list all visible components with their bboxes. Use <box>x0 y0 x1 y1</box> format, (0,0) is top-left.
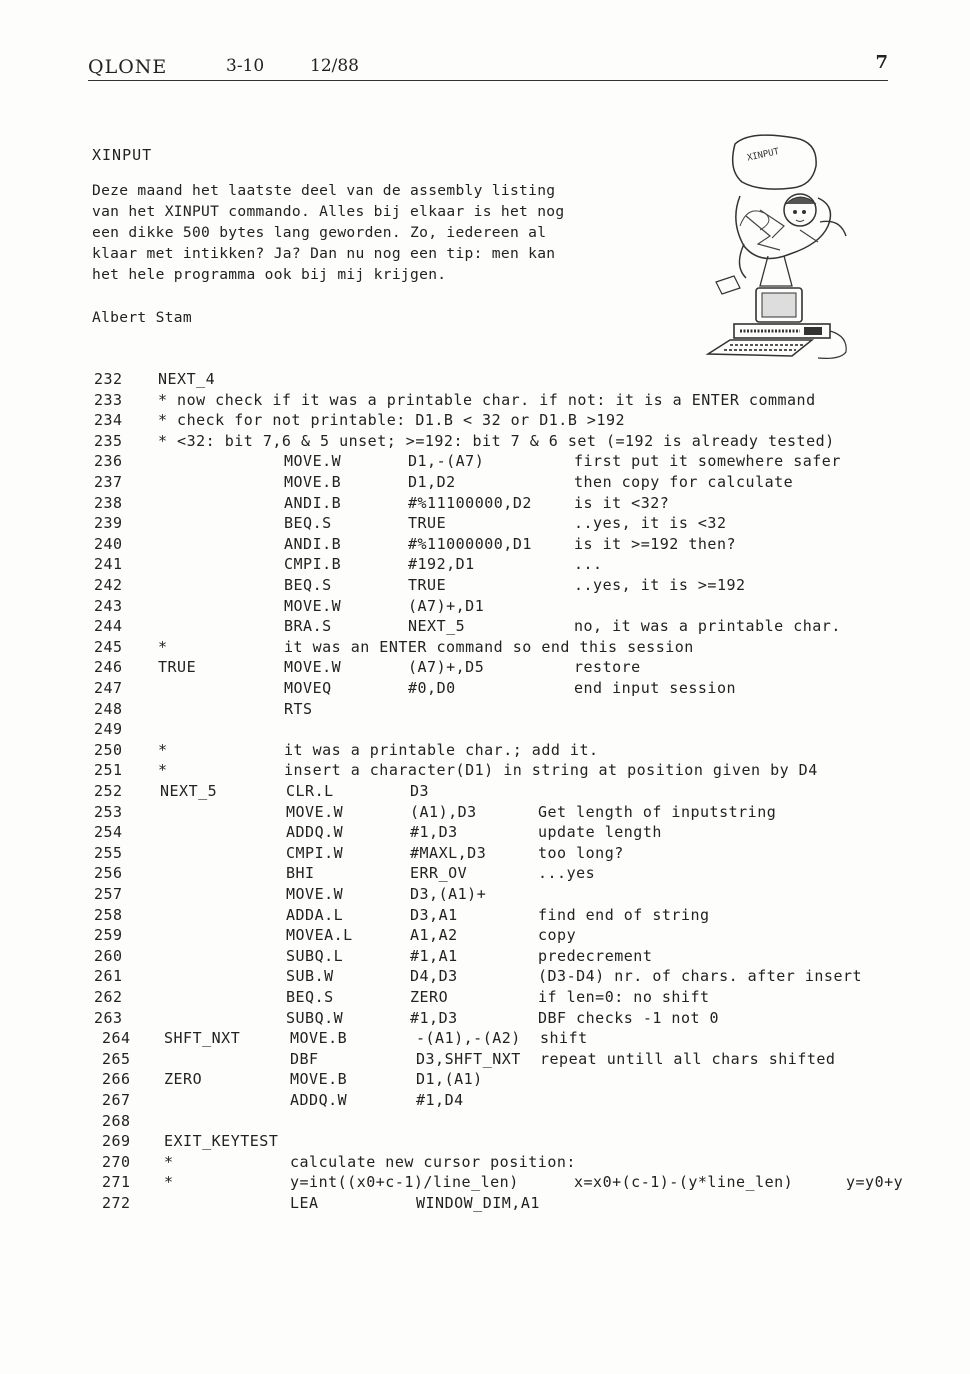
comment-text: it was a printable char.; add it. <box>284 740 599 759</box>
opcode: ADDA.L <box>286 905 344 924</box>
code-label: TRUE <box>158 658 197 677</box>
line-number: 252 <box>94 782 123 800</box>
opcode: CMPI.B <box>284 555 342 574</box>
line-number: 233 <box>94 390 123 409</box>
opcode: SUBQ.L <box>286 946 344 965</box>
opcode: LEA <box>290 1194 319 1212</box>
line-number: 261 <box>94 967 123 986</box>
line-number: 235 <box>94 431 123 450</box>
operand: (A7)+,D1 <box>408 596 485 615</box>
article-title: XINPUT <box>92 146 153 164</box>
operand: TRUE <box>408 514 447 533</box>
code-comment: end input session <box>574 679 737 697</box>
operand: #1,D3 <box>410 823 458 842</box>
operand: #MAXL,D3 <box>410 843 487 862</box>
line-number: 243 <box>94 596 123 615</box>
opcode: BRA.S <box>284 617 332 636</box>
line-number: 272 <box>102 1194 131 1212</box>
comment-line: * now check if it was a printable char. if not: it is a ENTER command <box>158 390 816 409</box>
operand: #1,D3 <box>410 1008 458 1027</box>
opcode: DBF <box>290 1049 319 1068</box>
intro-line: een dikke 500 bytes lang geworden. Zo, iedereen al <box>92 224 547 241</box>
code-comment: restore <box>574 658 641 677</box>
cartoon-illustration <box>700 126 860 362</box>
line-number: 262 <box>94 988 123 1006</box>
line-number: 240 <box>94 534 123 553</box>
operand: #192,D1 <box>408 555 475 574</box>
line-number: 260 <box>94 946 123 965</box>
code-comment: DBF checks -1 not 0 <box>538 1008 720 1027</box>
opcode: MOVE.W <box>284 596 342 615</box>
operand: #1,A1 <box>410 946 458 965</box>
comment-text: it was an ENTER command so end this session <box>284 637 694 656</box>
magazine-title: QLONE <box>88 56 168 78</box>
opcode: CMPI.W <box>286 843 344 862</box>
line-number: 269 <box>102 1132 131 1151</box>
code-comment: ..yes, it is <32 <box>574 514 727 533</box>
line-number: 270 <box>102 1152 131 1171</box>
line-number: 244 <box>94 617 123 636</box>
intro-paragraph <box>92 180 652 285</box>
line-number: 239 <box>94 514 123 533</box>
code-comment: update length <box>538 823 662 842</box>
opcode: MOVE.B <box>290 1070 348 1089</box>
line-number: 271 <box>102 1173 131 1192</box>
operand: (A7)+,D5 <box>408 658 485 677</box>
code-comment: ..yes, it is >=192 <box>574 576 746 594</box>
operand: #%11100000,D2 <box>408 493 532 512</box>
operand: WINDOW_DIM,A1 <box>416 1194 540 1212</box>
code-label: ZERO <box>164 1070 203 1089</box>
opcode: ADDQ.W <box>286 823 344 842</box>
line-number: 250 <box>94 740 123 759</box>
opcode: SUBQ.W <box>286 1008 344 1027</box>
operand: D4,D3 <box>410 967 458 986</box>
code-comment: too long? <box>538 843 624 862</box>
operand: D1,(A1) <box>416 1070 483 1089</box>
code-label: EXIT_KEYTEST <box>164 1132 279 1151</box>
operand: D1,D2 <box>408 473 456 491</box>
line-number: 256 <box>94 864 123 883</box>
operand: x=x0+(c-1)-(y*line_len) <box>574 1173 794 1192</box>
comment-text: calculate new cursor position: <box>290 1152 576 1171</box>
code-comment: no, it was a printable char. <box>574 617 841 636</box>
line-number: 267 <box>102 1091 131 1109</box>
line-number: 268 <box>102 1111 131 1130</box>
code-comment: find end of string <box>538 905 710 924</box>
opcode: ANDI.B <box>284 493 342 512</box>
line-number: 257 <box>94 885 123 903</box>
line-number: 254 <box>94 823 123 842</box>
opcode: MOVE.W <box>286 802 344 821</box>
opcode: RTS <box>284 699 313 718</box>
operand: -(A1),-(A2) <box>416 1029 521 1048</box>
line-number: 232 <box>94 370 123 388</box>
opcode: BEQ.S <box>286 988 334 1006</box>
comment-marker: * <box>158 761 168 780</box>
opcode: MOVE.W <box>284 658 342 677</box>
opcode: MOVEA.L <box>286 926 353 945</box>
code-label: NEXT_4 <box>158 370 216 388</box>
page-number: 7 <box>875 52 888 73</box>
code-comment: repeat untill all chars shifted <box>540 1049 836 1068</box>
operand: #%11000000,D1 <box>408 534 532 553</box>
code-comment: first put it somewhere safer <box>574 452 841 471</box>
line-number: 248 <box>94 699 123 718</box>
comment-text: y=int((x0+c-1)/line_len) <box>290 1173 519 1192</box>
operand: TRUE <box>408 576 447 594</box>
code-comment: Get length of inputstring <box>538 802 777 821</box>
code-comment: is it >=192 then? <box>574 534 737 553</box>
operand: D3 <box>410 782 430 800</box>
opcode: BHI <box>286 864 315 883</box>
line-number: 259 <box>94 926 123 945</box>
operand: ZERO <box>410 988 449 1006</box>
cartoon-label: XINPUT <box>746 147 781 164</box>
operand: D3,(A1)+ <box>410 885 487 903</box>
issue-number: 3-10 <box>226 56 265 76</box>
code-comment: (D3-D4) nr. of chars. after insert <box>538 967 863 986</box>
opcode: MOVE.W <box>286 885 344 903</box>
opcode: MOVE.W <box>284 452 342 471</box>
line-number: 265 <box>102 1049 131 1068</box>
code-comment: then copy for calculate <box>574 473 794 491</box>
line-number: 253 <box>94 802 123 821</box>
comment-marker: * <box>164 1152 174 1171</box>
intro-line: klaar met intikken? Ja? Dan nu nog een tip: men kan <box>92 245 556 262</box>
author-name: Albert Stam <box>92 309 192 326</box>
operand: A1,A2 <box>410 926 458 945</box>
comment-line: * <32: bit 7,6 & 5 unset; >=192: bit 7 & 6 set (=192 is already tested) <box>158 431 835 450</box>
code-comment: copy <box>538 926 577 945</box>
intro-line: Deze maand het laatste deel van de assembly listing <box>92 182 556 199</box>
line-number: 258 <box>94 905 123 924</box>
line-number: 245 <box>94 637 123 656</box>
intro-line: het hele programma ook bij mij krijgen. <box>92 266 447 283</box>
issue-date: 12/88 <box>310 56 359 76</box>
line-number: 263 <box>94 1008 123 1027</box>
line-number: 241 <box>94 555 123 574</box>
operand: ERR_OV <box>410 864 468 883</box>
line-number: 249 <box>94 720 123 739</box>
code-comment: is it <32? <box>574 493 670 512</box>
code-comment: if len=0: no shift <box>538 988 710 1006</box>
code-label: NEXT_5 <box>160 782 218 800</box>
operand: D3,SHFT_NXT <box>416 1049 521 1068</box>
comment-text: insert a character(D1) in string at position given by D4 <box>284 761 818 780</box>
comment-marker: * <box>158 637 168 656</box>
line-number: 255 <box>94 843 123 862</box>
operand: #0,D0 <box>408 679 456 697</box>
operand: D1,-(A7) <box>408 452 485 471</box>
opcode: ANDI.B <box>284 534 342 553</box>
code-comment: y=y0+y <box>846 1173 904 1192</box>
line-number: 247 <box>94 679 123 697</box>
code-comment: predecrement <box>538 946 653 965</box>
code-label: SHFT_NXT <box>164 1029 241 1048</box>
opcode: MOVE.B <box>290 1029 348 1048</box>
code-comment: shift <box>540 1029 588 1048</box>
line-number: 264 <box>102 1029 131 1048</box>
line-number: 236 <box>94 452 123 471</box>
intro-line: van het XINPUT commando. Alles bij elkaar is het nog <box>92 203 565 220</box>
opcode: MOVEQ <box>284 679 332 697</box>
comment-line: * check for not printable: D1.B < 32 or D1.B >192 <box>158 411 626 430</box>
code-comment: ...yes <box>538 864 596 883</box>
opcode: CLR.L <box>286 782 334 800</box>
line-number: 246 <box>94 658 123 677</box>
operand: #1,D4 <box>416 1091 464 1109</box>
line-number: 237 <box>94 473 123 491</box>
opcode: SUB.W <box>286 967 334 986</box>
operand: NEXT_5 <box>408 617 466 636</box>
comment-marker: * <box>164 1173 174 1192</box>
opcode: BEQ.S <box>284 576 332 594</box>
opcode: MOVE.B <box>284 473 342 491</box>
operand: D3,A1 <box>410 905 458 924</box>
code-comment: ... <box>574 555 603 574</box>
line-number: 238 <box>94 493 123 512</box>
opcode: ADDQ.W <box>290 1091 348 1109</box>
line-number: 251 <box>94 761 123 780</box>
page-header <box>88 52 888 81</box>
operand: (A1),D3 <box>410 802 477 821</box>
line-number: 266 <box>102 1070 131 1089</box>
line-number: 242 <box>94 576 123 594</box>
opcode: BEQ.S <box>284 514 332 533</box>
line-number: 234 <box>94 411 123 430</box>
comment-marker: * <box>158 740 168 759</box>
